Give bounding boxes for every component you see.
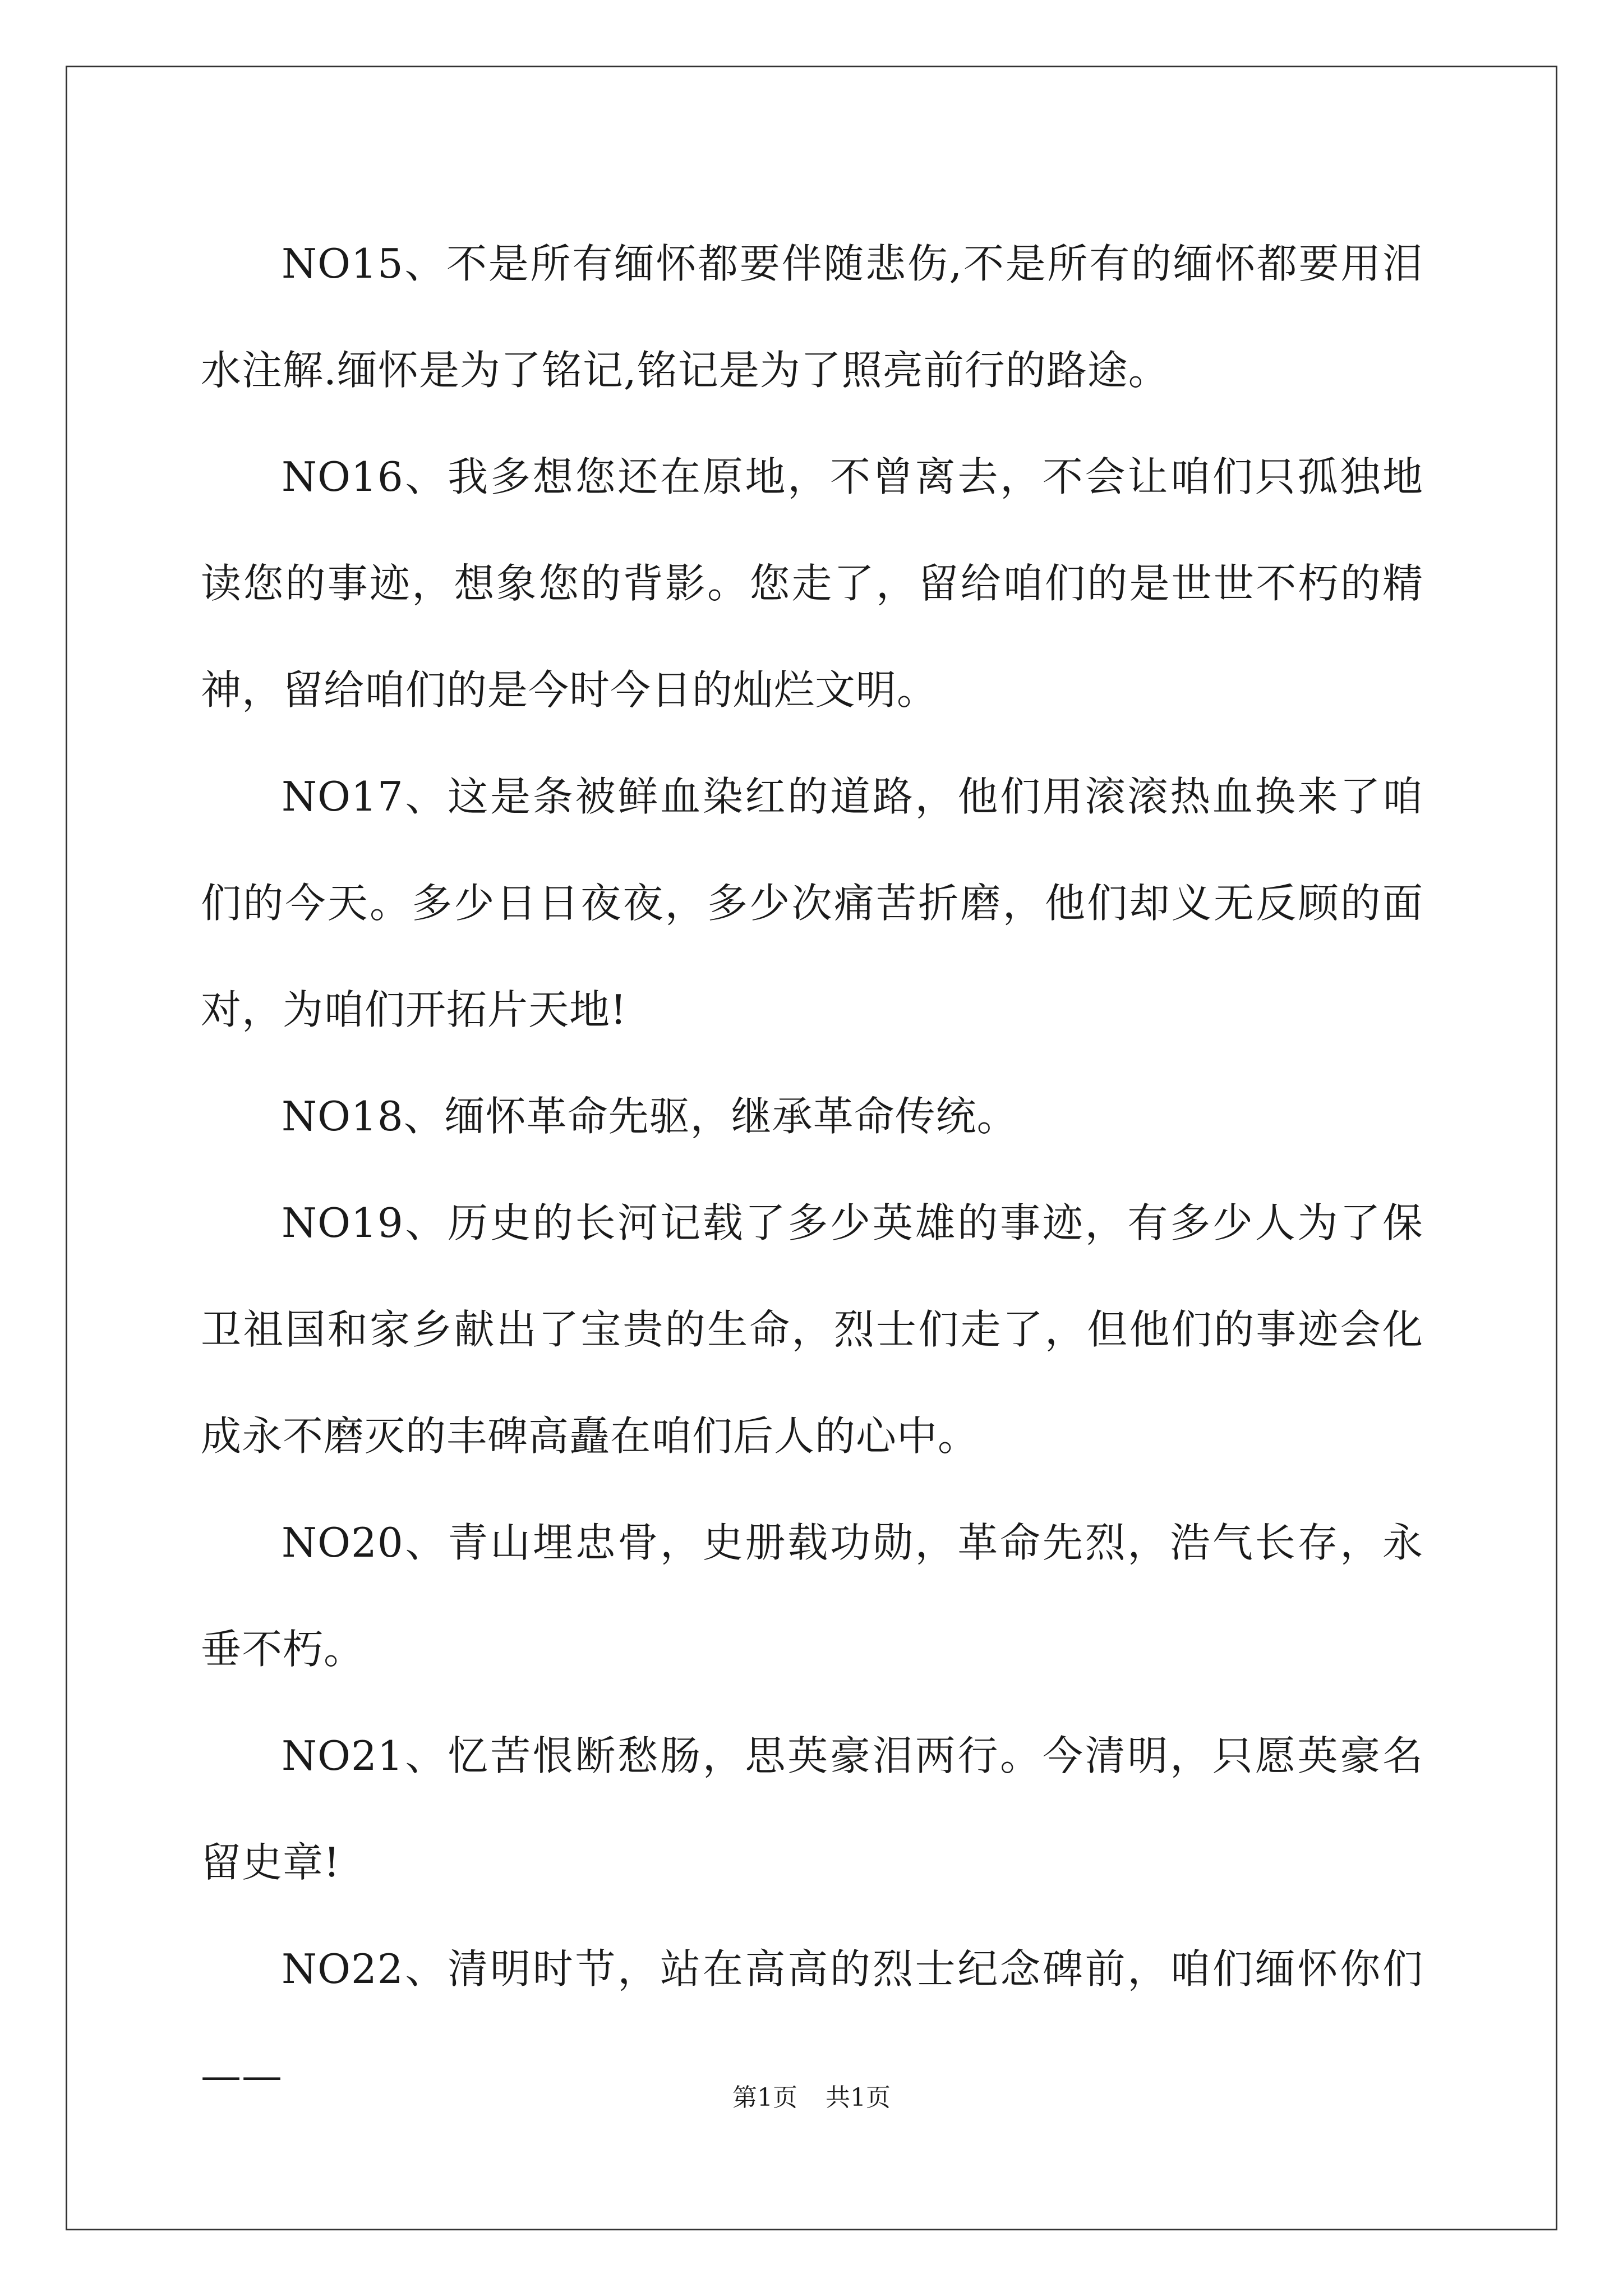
paragraph-no15: NO15、不是所有缅怀都要伴随悲伤,不是所有的缅怀都要用泪水注解.缅怀是为了铭记,铭记是为了照亮前行的路途。: [201, 240, 1423, 394]
paragraph-no21: NO21、忆苦恨断愁肠，思英豪泪两行。今清明，只愿英豪名留史章!: [201, 1732, 1423, 1886]
paragraph-no16: NO16、我多想您还在原地，不曾离去，不会让咱们只孤独地读您的事迹，想象您的背影。您走了，留给咱们的是世世不朽的精神，留给咱们的是今时今日的灿烂文明。: [201, 453, 1423, 714]
paragraph-no20: NO20、青山埋忠骨，史册载功勋，革命先烈，浩气长存，永垂不朽。: [201, 1519, 1423, 1673]
document-body: [201, 210, 1423, 2129]
paragraph-no22: NO22、清明时节，站在高高的烈士纪念碑前，咱们缅怀你们——: [201, 1945, 1423, 2099]
page-number: 第1页: [732, 2083, 797, 2112]
paragraph-no19: NO19、历史的长河记载了多少英雄的事迹，有多少人为了保卫祖国和家乡献出了宝贵的生命，烈士们走了，但他们的事迹会化成永不磨灭的丰碑高矗在咱们后人的心中。: [201, 1199, 1423, 1460]
page-footer: [0, 2081, 1623, 2115]
paragraph-no18: NO18、缅怀革命先驱，继承革命传统。: [282, 1093, 1018, 1140]
paragraph-no17: NO17、这是条被鲜血染红的道路，他们用滚滚热血换来了咱们的今天。多少日日夜夜，多少次痛苦折磨，他们却义无反顾的面对，为咱们开拓片天地!: [201, 773, 1423, 1033]
page-total: 共1页: [826, 2083, 891, 2112]
